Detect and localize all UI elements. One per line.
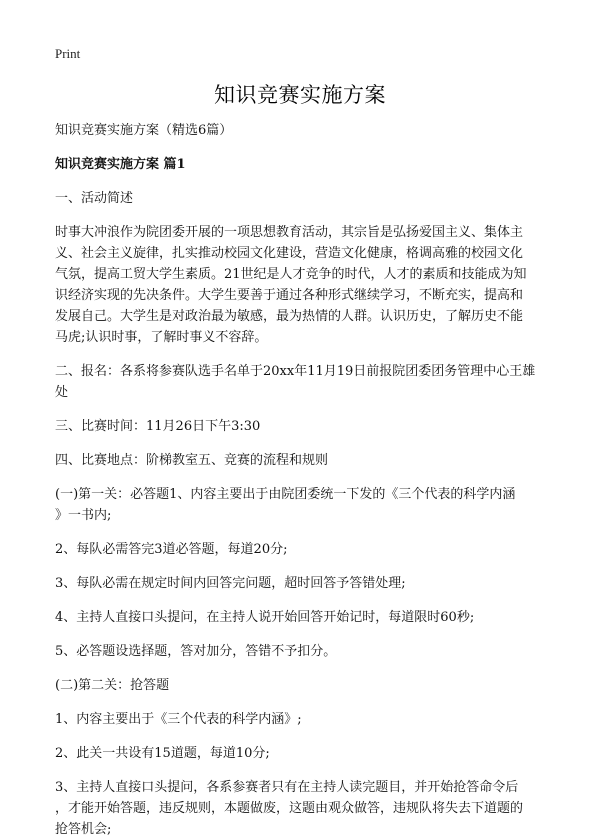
- intro-paragraph: [55, 222, 550, 348]
- paragraph-line: 发展自己。大学生是对政治最为敏感，最为热情的人群。认识历史，了解历史不能: [55, 309, 524, 324]
- rule-item: 2、每队必需答完3道必答题，每道20分;: [55, 542, 288, 557]
- rule-item: 4、主持人直接口头提问，在主持人说开始回答开始记时，每道限时60秒;: [55, 610, 475, 625]
- rule-item: 3、每队必需在规定时间内回答完问题，超时回答予答错处理;: [55, 576, 406, 591]
- activity-heading: 一、活动简述: [55, 191, 134, 206]
- competition-location: 四、比赛地点：阶梯教室五、竞赛的流程和规则: [55, 453, 329, 468]
- paragraph-line: 义、社会主义旋律，扎实推动校园文化建设，营造文化健康，格调高雅的校园文化: [55, 246, 524, 261]
- paragraph-line: 抢答机会;: [55, 822, 112, 837]
- paragraph-line: 处: [55, 385, 69, 400]
- paragraph-line: 气氛，提高工贸大学生素质。21世纪是人才竞争的时代，人才的素质和技能成为知: [55, 267, 527, 282]
- paragraph-line: 》一书内;: [55, 508, 112, 523]
- paragraph-line: 马虎;认识时事，了解时事义不容辞。: [55, 330, 268, 345]
- paragraph-line: (一)第一关：必答题1、内容主要出于由院团委统一下发的《三个代表的科学内涵: [55, 487, 516, 502]
- round2-rule3-paragraph: [55, 777, 550, 840]
- print-label: Print: [55, 46, 81, 61]
- competition-time: 三、比赛时间：11月26日下午3:30: [55, 419, 261, 434]
- section-heading: 知识竞赛实施方案 篇1: [55, 157, 186, 172]
- paragraph-line: ，才能开始答题，违反规则，本题做废，这题由观众做答，违规队将失去下道题的: [55, 801, 524, 816]
- registration-paragraph: [55, 361, 550, 403]
- document-subtitle: 知识竞赛实施方案（精选6篇）: [55, 123, 233, 138]
- rule-item: 5、必答题设选择题，答对加分，答错不予扣分。: [55, 644, 337, 659]
- round1-paragraph: [55, 484, 550, 526]
- document-body: [55, 120, 550, 840]
- round2-heading: (二)第二关：抢答题: [55, 678, 170, 693]
- rule-item: 2、此关一共设有15道题，每道10分;: [55, 746, 270, 761]
- paragraph-line: 3、主持人直接口头提问，各系参赛者只有在主持人读完题目，并开始抢答命令后: [55, 780, 519, 795]
- paragraph-line: 二、报名：各系将参赛队选手名单于20xx年11月19日前报院团委团务管理中心王雄: [55, 364, 536, 379]
- rule-item: 1、内容主要出于《三个代表的科学内涵》;: [55, 712, 302, 727]
- paragraph-line: 识经济实现的先决条件。大学生要善于通过各种形式继续学习，不断充实，提高和: [55, 288, 524, 303]
- paragraph-line: 时事大冲浪作为院团委开展的一项思想教育活动，其宗旨是弘扬爱国主义、集体主: [55, 225, 524, 240]
- document-title: 知识竞赛实施方案: [214, 83, 386, 107]
